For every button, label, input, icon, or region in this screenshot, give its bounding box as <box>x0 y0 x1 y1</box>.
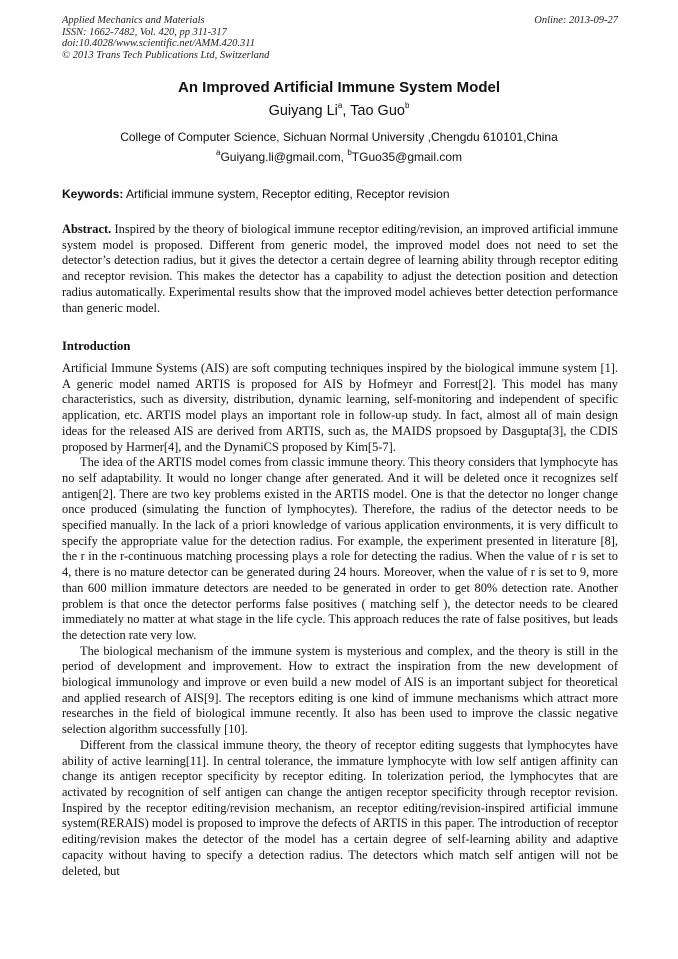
abstract-text: Inspired by the theory of biological immune receptor editing/revision, an improved artificial immune system model is proposed. Different from generic model, the improved model does not need to set the detector’s detection radius, but it gives the detector a certain degree of learning ability through receptor editing and receptor revision. This makes the detector has a capability to adjust the detection position and detection radius automatically. Experimental results show that the improved model achieves better detection performance than generic model. <box>62 222 618 315</box>
keywords-text: Artificial immune system, Receptor editing, Receptor revision <box>123 187 450 201</box>
email-mark: b <box>347 148 352 157</box>
paragraph: Different from the classical immune theory, the theory of receptor editing suggests that lymphocytes have ability of active learning[11]. In central tolerance, the immature lymphocyte with low self antigen affinity can change its antigen receptor specificity by receptor editing. In tolerization period, the lymphocytes that are activated by recognition of self antigen can change the antigen receptor specificity through receptor revision. Inspired by the receptor editing/revision mechanism, an receptor editing/revision-inspired artificial immune system(RERAIS) model is proposed to improve the defects of ARTIS in this paper. The introduction of receptor editing/revision makes the detector of the model has a certain degree of self-learning ability and adaptive capacity without having to specify a detection radius. The detectors which match self antigen will not be deleted, but <box>62 737 618 878</box>
paper-title: An Improved Artificial Immune System Model <box>177 79 500 96</box>
paragraph: Artificial Immune Systems (AIS) are soft computing techniques inspired by the biological immune system [1]. A generic model named ARTIS is proposed for AIS by Hofmeyr and Forrest[2]. This model has many characteristics, such as diversity, distribution, dynamic learning, self-monitoring and independent of specific application, etc. ARTIS model plays an important role in follow-up study. In fact, almost all of main design ideas for the released AIS are derived from ARTIS, such as, the MAIDS propsoed by Dasgupta[3], the CDIS proposed by Harmer[4], and the DynamiCS proposed by Kim[5-7]. <box>62 361 618 454</box>
paragraph: The idea of the ARTIS model comes from classic immune theory. This theory considers that lymphocyte has no self adaptability. It would no longer change after generated. And it will be deleted once it recognizes self antigen[2]. There are two key problems existed in the ARTIS model. One is that the detector no longer change once produced (simulating the function of lymphocytes). Therefore, the radius of the detector needs to be specified manually. In the lack of a priori knowledge of various application environments, it is very difficult to specify the appropriate value for the detection radius. For example, the experiment presented in literature [8], the r in the r-continuous matching processing plays a role for detecting the radius. When the value of r is set to 4, there is no mature detector can be generated during 24 hours. Moreover, when the value of r is set to 9, more than 600 million immature detectors are needed to be generated in order to get 80% detection rate. Another problem is that once the detector performs false positives ( matching self ), the detector needs to be cleared immediately no matter at what stage in the life cycle. This approach reduces the rate of false positives, but leads the detection rate very low. <box>62 455 618 642</box>
author-name: Guiyang Li <box>268 103 338 119</box>
journal-header <box>62 15 618 61</box>
doi-line[interactable]: doi:10.4028/www.scientific.net/AMM.420.311 <box>62 38 255 49</box>
email-mark: a <box>215 148 221 157</box>
paragraph: The biological mechanism of the immune system is mysterious and complex, and the theory is still in the period of development and improvement. How to extract the inspiration from the new development of biological immunology and improve or even build a new model of AIS is an important subject for theoretical and applied research of AIS[9]. The receptors editing is one kind of immune mechanisms which attract more researches in the field of biological immune recently. It also has been used to improve the classic negative selection algorithm successfully [10]. <box>62 643 618 737</box>
section-heading-introduction: Introduction <box>62 339 131 353</box>
abstract-label: Abstract. <box>62 222 112 236</box>
author-name: Tao Guo <box>350 103 405 119</box>
email-address[interactable]: TGuo35@gmail.com <box>351 150 463 164</box>
keywords-label: Keywords: <box>62 187 124 201</box>
author-affil-mark: b <box>404 101 410 110</box>
email-line <box>0 150 678 164</box>
author-line <box>0 103 678 119</box>
keywords <box>62 187 618 201</box>
author-affil-mark: a <box>337 101 343 110</box>
author-separator: , <box>342 103 351 119</box>
issn-line: ISSN: 1662-7482, Vol. 420, pp 311-317 <box>62 26 227 38</box>
abstract <box>62 222 618 316</box>
affiliation: College of Computer Science, Sichuan Normal University ,Chengdu 610101,China <box>120 130 558 144</box>
journal-name: Applied Mechanics and Materials <box>62 15 205 26</box>
email-address[interactable]: Guiyang.li@gmail.com, <box>220 150 348 164</box>
online-date: Online: 2013-09-27 <box>534 15 618 26</box>
introduction-body <box>62 361 618 879</box>
copyright-line: © 2013 Trans Tech Publications Ltd, Switzerland <box>62 49 270 61</box>
